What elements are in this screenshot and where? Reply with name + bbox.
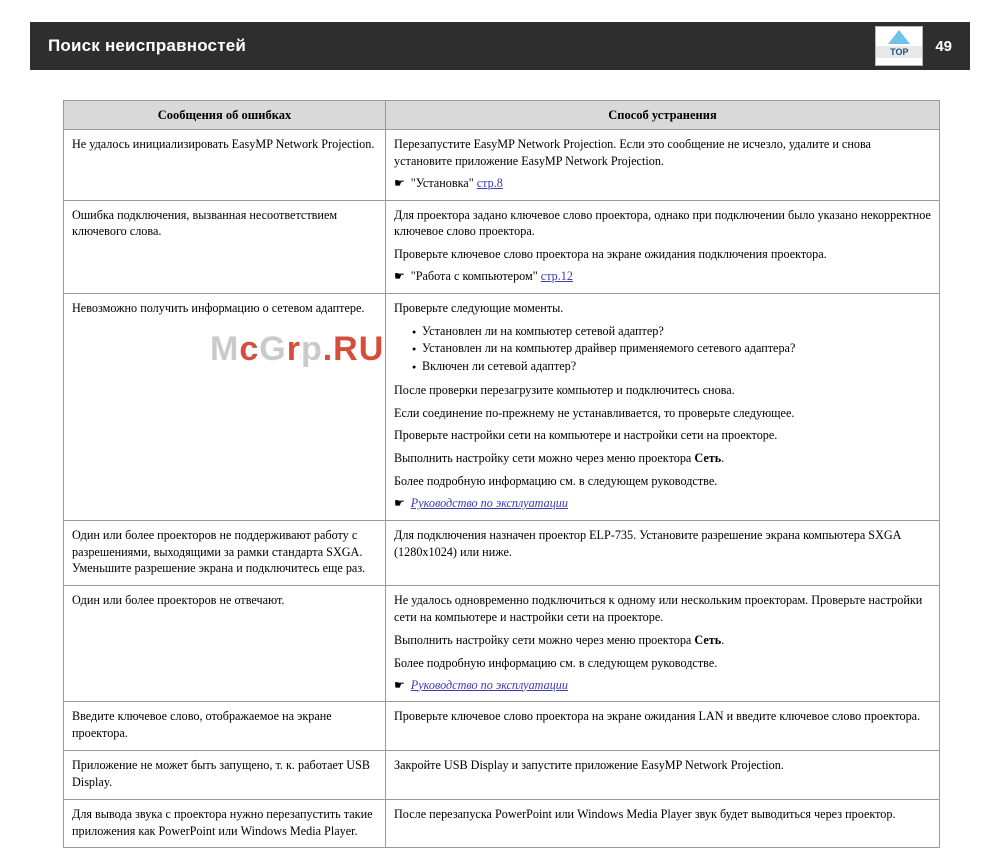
error-text: Ошибка подключения, вызванная несоответствием ключевого слова. (72, 207, 338, 239)
list-item: ● Установлен ли на компьютер драйвер применяемого сетевого адаптера? (412, 340, 931, 358)
remedy-text: Если соединение по-прежнему не устанавливается, то проверьте следующее. (394, 405, 795, 420)
watermark-text: p (300, 330, 323, 368)
error-text: Введите ключевое слово, отображаемое на экране проектора. (72, 709, 332, 741)
column-header-remedy: Способ устранения (386, 101, 940, 130)
error-text: Не удалось инициализировать EasyMP Network Projection. (72, 137, 375, 151)
remedy-cell (386, 200, 940, 293)
reference-link[interactable]: стр.8 (476, 175, 503, 190)
remedy-text: После перезапуска PowerPoint или Windows Media Player звук будет выводиться через проектор. (394, 806, 896, 821)
reference-label: "Работа с компьютером" (410, 269, 538, 283)
error-text: Для вывода звука с проектора нужно перезапустить такие приложения как PowerPoint или Windows Media Player. (72, 806, 373, 838)
remedy-text: Перезапустите EasyMP Network Projection. Если это сообщение не исчезло, удалите и снова установите приложение EasyMP Network Projection. (394, 137, 871, 168)
remedy-text-network (394, 450, 931, 467)
error-message-cell (64, 799, 386, 848)
error-message-cell (64, 702, 386, 751)
remedy-intro: Проверьте следующие моменты. (394, 300, 564, 315)
error-text: Один или более проекторов не поддерживают работу с разрешениями, выходящими за рамки стандарта SXGA. Уменьшите разрешение экрана и подключитесь еще раз. (72, 527, 366, 576)
pointing-hand-icon: ☛ (394, 269, 405, 283)
watermark-text: r (286, 330, 301, 368)
error-message-cell (64, 130, 386, 201)
remedy-cell (386, 799, 940, 848)
remedy-cell (386, 586, 940, 702)
table-row (64, 520, 940, 585)
column-header-error-messages: Сообщения об ошибках (64, 101, 386, 130)
top-button[interactable] (875, 26, 923, 66)
page-header (30, 22, 970, 70)
page-title: Поиск неисправностей (48, 36, 247, 55)
remedy-text: Более подробную информацию см. в следующем руководстве. (394, 474, 718, 489)
remedy-text: Более подробную информацию см. в следующем руководстве. (394, 655, 718, 670)
table-row (64, 751, 940, 800)
error-text: Один или более проекторов не отвечают. (72, 593, 285, 608)
error-message-cell (64, 293, 386, 520)
remedy-cell (386, 751, 940, 800)
watermark-text: M (210, 330, 240, 368)
error-message-cell (64, 586, 386, 702)
error-message-cell (64, 520, 386, 585)
table-row (64, 702, 940, 751)
error-text: Невозможно получить информацию о сетевом адаптере. (72, 300, 365, 315)
remedy-cell (386, 520, 940, 585)
up-triangle-icon (888, 30, 910, 44)
table-row (64, 130, 940, 201)
remedy-text-network-body: Выполнить настройку сети можно через меню проектора Сеть. (394, 451, 725, 466)
remedy-text: После проверки перезагрузите компьютер и подключитесь снова. (394, 382, 735, 397)
remedy-text: Не удалось одновременно подключиться к одному или нескольким проекторам. Проверьте настройки сети на компьютере и настройки сети на проекторе. (394, 593, 923, 625)
remedy-cell (386, 293, 940, 520)
remedy-text-network-body: Выполнить настройку сети можно через меню проектора Сеть. (394, 632, 725, 647)
reference-line[interactable] (394, 269, 931, 285)
reference-line[interactable] (394, 496, 931, 512)
remedy-text: Проверьте ключевое слово проектора на экране ожидания подключения проектора. (394, 247, 827, 262)
remedy-text-network (394, 632, 931, 649)
error-message-cell (64, 200, 386, 293)
pointing-hand-icon: ☛ (394, 677, 405, 692)
pointing-hand-icon: ☛ (394, 175, 405, 190)
table-row (64, 293, 940, 520)
page-number: 49 (935, 37, 952, 55)
reference-link[interactable]: Руководство по эксплуатации (410, 677, 568, 692)
table-header-row (64, 101, 940, 130)
table-row (64, 799, 940, 848)
error-text: Приложение не может быть запущено, т. к. работает USB Display. (72, 758, 371, 789)
remedy-text: Проверьте ключевое слово проектора на экране ожидания LAN и введите ключевое слово проектора. (394, 709, 921, 724)
error-messages-table (63, 100, 940, 848)
remedy-text: Для подключения назначен проектор ELP-735. Установите разрешение экрана компьютера SXGA (1280x1024) или ниже. (394, 527, 901, 559)
error-message-cell (64, 751, 386, 800)
remedy-text: Для проектора задано ключевое слово проектора, однако при подключении было указано некорректное ключевое слово проектора. (394, 207, 931, 239)
remedy-cell (386, 130, 940, 201)
reference-link[interactable]: Руководство по эксплуатации (410, 495, 568, 510)
reference-line[interactable] (394, 176, 931, 192)
remedy-text: Проверьте настройки сети на компьютере и настройки сети на проекторе. (394, 428, 778, 443)
watermark-text: G (259, 330, 287, 368)
reference-link[interactable]: стр.12 (540, 269, 573, 283)
reference-line[interactable] (394, 678, 931, 694)
watermark-text: c (239, 330, 260, 368)
pointing-hand-icon: ☛ (394, 495, 405, 510)
check-list (394, 323, 931, 376)
remedy-text: Закройте USB Display и запустите приложение EasyMP Network Projection. (394, 758, 784, 773)
table-row (64, 586, 940, 702)
top-button-label: TOP (876, 46, 922, 58)
reference-label: "Установка" (410, 175, 474, 190)
remedy-cell (386, 702, 940, 751)
list-item: ● Установлен ли на компьютер сетевой адаптер? (412, 323, 931, 341)
watermark-text: .RU (322, 330, 385, 368)
header-right-group (875, 22, 970, 70)
table-row (64, 200, 940, 293)
list-item: ● Включен ли сетевой адаптер? (412, 358, 931, 376)
